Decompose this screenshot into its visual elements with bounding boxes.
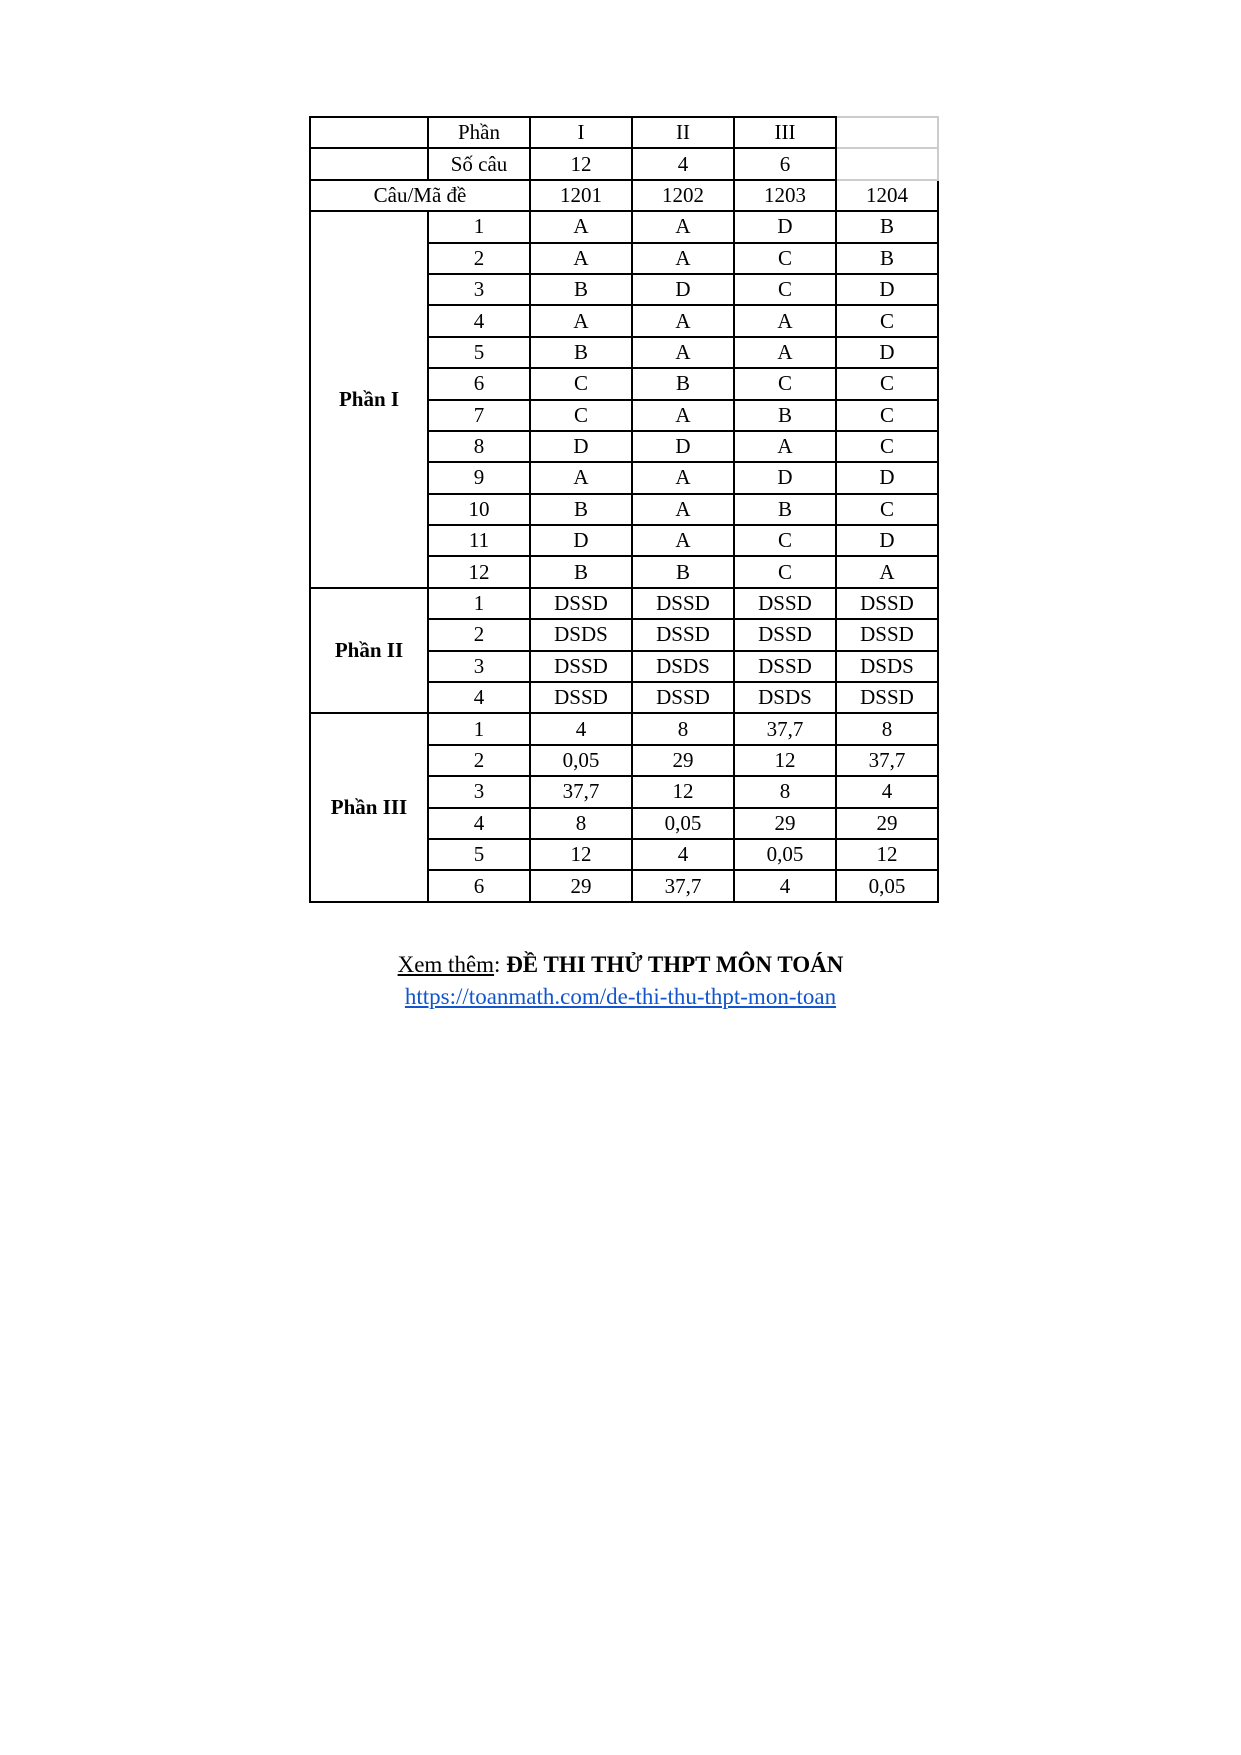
answer-cell: 12 [734,745,836,776]
answer-cell: B [734,400,836,431]
answer-cell: 4 [632,839,734,870]
reference-link[interactable]: https://toanmath.com/de-thi-thu-thpt-mon-toan [404,984,837,1009]
answer-cell: DSSD [632,682,734,713]
question-number: 5 [428,839,530,870]
answer-cell: D [530,525,632,556]
answer-row [310,211,938,242]
question-number: 6 [428,368,530,399]
answer-cell: 37,7 [632,870,734,901]
header-socau-value: 12 [530,148,632,179]
answer-cell: DSDS [734,682,836,713]
answer-cell: D [836,462,938,493]
header-socau-value: 6 [734,148,836,179]
answer-cell: C [734,274,836,305]
answer-cell: A [632,243,734,274]
answer-cell: 29 [836,808,938,839]
answer-table-body [310,117,938,902]
answer-cell: DSSD [836,682,938,713]
answer-cell: A [632,337,734,368]
question-number: 6 [428,870,530,901]
exam-code-cell: 1201 [530,180,632,211]
question-number: 2 [428,243,530,274]
answer-cell: B [530,337,632,368]
answer-cell: B [530,274,632,305]
question-number: 12 [428,556,530,587]
answer-cell: 8 [734,776,836,807]
answer-cell: A [836,556,938,587]
exam-code-cell: 1202 [632,180,734,211]
answer-cell: A [734,337,836,368]
answer-cell: A [632,494,734,525]
header-socau-label: Số câu [428,148,530,179]
exam-code-cell: 1203 [734,180,836,211]
answer-cell: DSSD [734,619,836,650]
answer-cell: 0,05 [734,839,836,870]
answer-cell: 4 [530,713,632,744]
answer-cell: 29 [734,808,836,839]
answer-row [310,713,938,744]
question-number: 1 [428,211,530,242]
answer-cell: 8 [530,808,632,839]
answer-cell: A [632,211,734,242]
see-more-title: ĐỀ THI THỬ THPT MÔN TOÁN [506,952,844,977]
answer-cell: C [734,525,836,556]
answer-cell: A [530,243,632,274]
answer-cell: C [734,243,836,274]
answer-cell: 0,05 [530,745,632,776]
see-more-separator: : [494,952,507,977]
answer-cell: D [632,274,734,305]
answer-cell: C [530,400,632,431]
answer-cell: 29 [530,870,632,901]
answer-cell: C [734,556,836,587]
answer-cell: 37,7 [836,745,938,776]
exam-code-cell: 1204 [836,180,938,211]
answer-cell: 0,05 [632,808,734,839]
answer-cell: 37,7 [734,713,836,744]
question-number: 4 [428,808,530,839]
answer-cell: 29 [632,745,734,776]
see-more-line [0,952,1241,978]
header-empty-cell [836,117,938,148]
header-blank-cell [310,148,428,179]
answer-cell: D [836,274,938,305]
answer-cell: A [530,305,632,336]
section-label: Phần II [310,588,428,714]
header-phan-value: I [530,117,632,148]
question-number: 3 [428,651,530,682]
answer-cell: DSSD [632,619,734,650]
answer-cell: B [530,556,632,587]
answer-cell: A [632,400,734,431]
answer-key-table [309,116,939,903]
answer-cell: DSSD [530,682,632,713]
answer-cell: 12 [836,839,938,870]
answer-cell: 4 [734,870,836,901]
answer-cell: A [530,462,632,493]
answer-cell: A [734,431,836,462]
answer-cell: D [836,337,938,368]
answer-cell: D [734,211,836,242]
answer-cell: D [632,431,734,462]
question-number: 1 [428,713,530,744]
answer-cell: D [836,525,938,556]
question-number: 7 [428,400,530,431]
answer-cell: DSSD [734,588,836,619]
question-number: 4 [428,305,530,336]
answer-cell: DSSD [530,651,632,682]
header-phan-value: III [734,117,836,148]
header-cau-ma-de-label: Câu/Mã đề [310,180,530,211]
answer-cell: D [734,462,836,493]
question-number: 8 [428,431,530,462]
answer-cell: A [530,211,632,242]
answer-cell: A [734,305,836,336]
answer-cell: 0,05 [836,870,938,901]
header-row-socau [310,148,938,179]
answer-cell: B [530,494,632,525]
answer-cell: 12 [530,839,632,870]
answer-cell: B [632,368,734,399]
answer-cell: DSSD [530,588,632,619]
question-number: 2 [428,619,530,650]
answer-cell: A [632,305,734,336]
answer-cell: 4 [836,776,938,807]
header-phan-value: II [632,117,734,148]
question-number: 2 [428,745,530,776]
header-empty-cell [836,148,938,179]
answer-cell: 8 [836,713,938,744]
answer-cell: C [836,305,938,336]
section-label: Phần III [310,713,428,901]
header-row-codes [310,180,938,211]
answer-cell: A [632,462,734,493]
answer-cell: C [836,494,938,525]
answer-cell: DSSD [632,588,734,619]
answer-cell: DSDS [836,651,938,682]
header-blank-cell [310,117,428,148]
answer-cell: 37,7 [530,776,632,807]
answer-cell: C [734,368,836,399]
answer-cell: DSSD [836,588,938,619]
answer-cell: B [836,243,938,274]
answer-cell: DSSD [836,619,938,650]
answer-cell: 8 [632,713,734,744]
answer-row [310,588,938,619]
question-number: 5 [428,337,530,368]
question-number: 3 [428,274,530,305]
answer-cell: 12 [632,776,734,807]
question-number: 1 [428,588,530,619]
answer-cell: B [632,556,734,587]
answer-cell: DSDS [632,651,734,682]
question-number: 3 [428,776,530,807]
question-number: 4 [428,682,530,713]
answer-cell: C [836,431,938,462]
answer-cell: DSDS [530,619,632,650]
answer-cell: D [530,431,632,462]
question-number: 11 [428,525,530,556]
answer-cell: C [836,368,938,399]
answer-cell: B [836,211,938,242]
answer-cell: C [836,400,938,431]
answer-cell: B [734,494,836,525]
section-label: Phần I [310,211,428,588]
question-number: 9 [428,462,530,493]
header-row-phan [310,117,938,148]
header-phan-label: Phần [428,117,530,148]
answer-cell: A [632,525,734,556]
question-number: 10 [428,494,530,525]
header-socau-value: 4 [632,148,734,179]
see-more-label: Xem thêm [397,952,495,977]
answer-cell: C [530,368,632,399]
answer-cell: DSSD [734,651,836,682]
